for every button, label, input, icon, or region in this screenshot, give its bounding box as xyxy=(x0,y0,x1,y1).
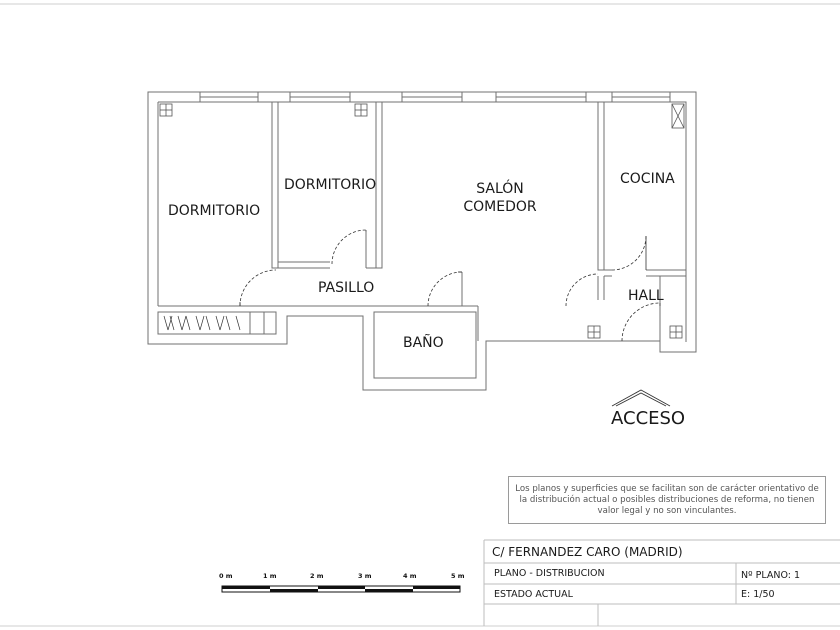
scale-label-5: 5 m xyxy=(451,572,465,580)
room-label-salon-comedor xyxy=(455,181,545,216)
address-title: C/ FERNANDEZ CARO (MADRID) xyxy=(492,545,683,559)
entrance-arrow xyxy=(612,390,670,406)
room-label-dormitorio-2: DORMITORIO xyxy=(284,177,377,193)
scale-bar xyxy=(222,586,460,592)
room-label-pasillo: PASILLO xyxy=(318,280,375,296)
wardrobe-hatch xyxy=(164,316,240,330)
room-label-dormitorio-1: DORMITORIO xyxy=(168,203,261,219)
scale-label-4: 4 m xyxy=(403,572,417,580)
disclaimer-text: Los planos y superficies que se facilitan son de carácter orientativo de la distribución actual o posibles distribuciones de reforma, no tienen valor legal y no son vinculantes. xyxy=(515,484,819,517)
room-label-comedor: COMEDOR xyxy=(463,198,537,215)
room-label-bano: BAÑO xyxy=(403,335,444,351)
room-label-salon: SALÓN xyxy=(476,181,524,197)
column-symbols xyxy=(160,104,684,338)
disclaimer-box xyxy=(508,476,826,524)
scale-label-2: 2 m xyxy=(310,572,324,580)
plan-type: PLANO - DISTRIBUCION xyxy=(494,568,605,579)
plan-state: ESTADO ACTUAL xyxy=(494,589,573,600)
room-label-cocina: COCINA xyxy=(620,171,675,187)
room-label-hall: HALL xyxy=(628,288,664,304)
plan-number: Nº PLANO: 1 xyxy=(741,570,801,581)
scale-label-0: 0 m xyxy=(219,572,233,580)
scale-label-1: 1 m xyxy=(263,572,277,580)
windows xyxy=(200,92,670,102)
doors xyxy=(240,230,660,341)
plan-scale: E: 1/50 xyxy=(741,589,775,600)
entrance-label: ACCESO xyxy=(611,408,686,429)
scale-label-3: 3 m xyxy=(358,572,372,580)
